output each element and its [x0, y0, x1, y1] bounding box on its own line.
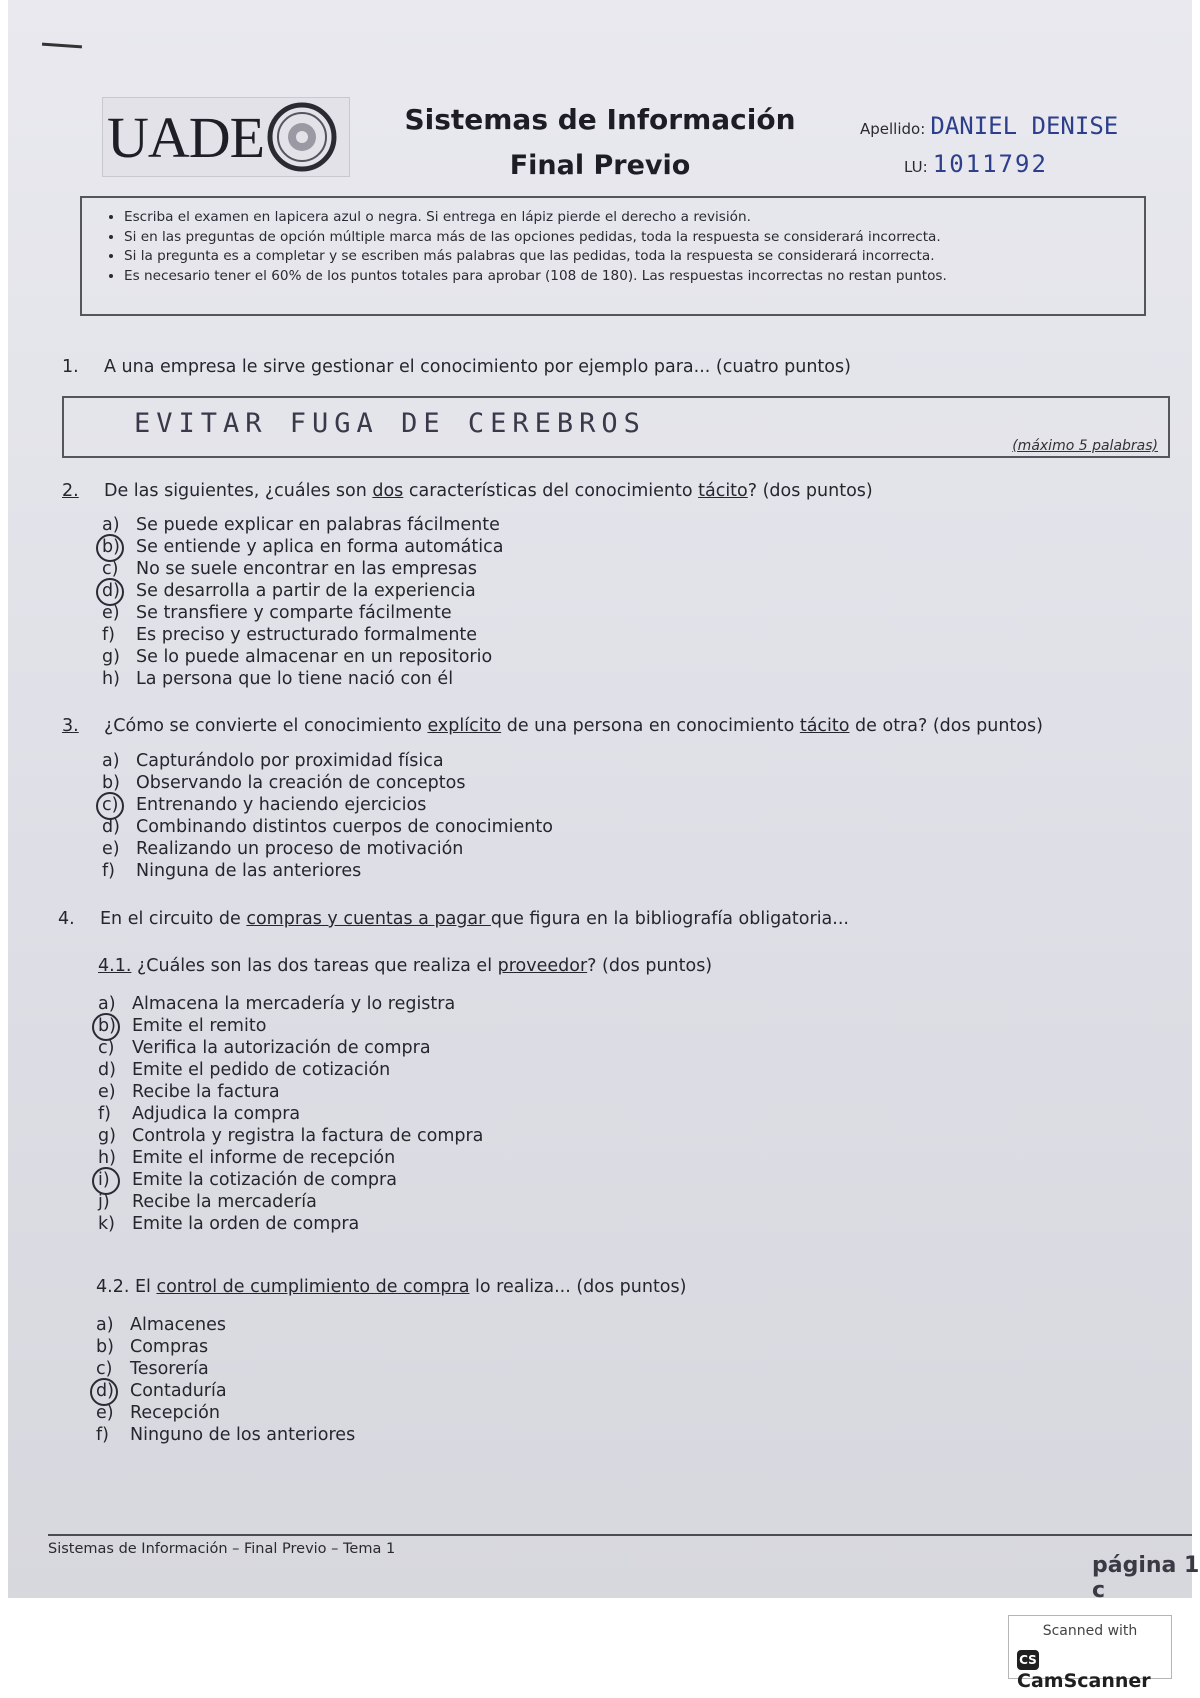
- option-text: Se entiende y aplica en forma automática: [136, 537, 504, 557]
- option-letter: f): [102, 625, 115, 645]
- instruction-item: • Si en las preguntas de opción múltiple marca más de las opciones pedidas, toda la respuesta se considerará incorrecta.: [124, 228, 1144, 248]
- lu-value: 1011792: [932, 150, 1048, 178]
- question-text: A una empresa le sirve gestionar el conocimiento por ejemplo para... (cuatro puntos): [104, 357, 851, 377]
- option-f: [102, 860, 553, 882]
- option-letter: b): [102, 773, 120, 793]
- question-4-2: [96, 1277, 686, 1297]
- question-text: De las siguientes, ¿cuáles son: [104, 481, 373, 501]
- option-c: [98, 1037, 483, 1059]
- option-letter: b): [96, 1337, 114, 1357]
- question-text: lo realiza... (dos puntos): [469, 1277, 687, 1297]
- option-text: Capturándolo por proximidad física: [136, 751, 444, 771]
- question-text-underlined: tácito: [799, 716, 850, 736]
- apellido-label: Apellido:: [860, 120, 926, 138]
- option-letter: a): [96, 1315, 114, 1335]
- footer-text: Sistemas de Información – Final Previo – Tema 1: [48, 1541, 396, 1557]
- university-seal-icon: [267, 102, 337, 172]
- option-text: Verifica la autorización de compra: [132, 1038, 431, 1058]
- option-d-selected: [96, 1380, 355, 1402]
- option-letter: f): [98, 1104, 111, 1124]
- option-text: Entrenando y haciendo ejercicios: [136, 795, 427, 815]
- camscanner-brand: [1017, 1648, 1171, 1692]
- option-letter: h): [102, 669, 120, 689]
- option-letter: g): [102, 647, 120, 667]
- option-letter: d): [98, 1060, 116, 1080]
- apellido-field: [860, 112, 1118, 140]
- option-f: [98, 1103, 483, 1125]
- answer-box: [62, 396, 1170, 458]
- option-b: [102, 772, 553, 794]
- option-letter: c): [98, 1038, 115, 1058]
- option-text: Recibe la mercadería: [132, 1192, 317, 1212]
- option-a: [102, 514, 503, 536]
- option-text: Almacenes: [130, 1315, 226, 1335]
- question-number: 4.1.: [98, 956, 132, 976]
- page-title: Sistemas de Información: [404, 103, 796, 136]
- option-text: Emite la cotización de compra: [132, 1170, 397, 1190]
- camscanner-icon: CS: [1017, 1650, 1039, 1670]
- question-number: 1.: [62, 357, 79, 377]
- question-text: ¿Cómo se convierte el conocimiento: [104, 716, 428, 736]
- option-c: [96, 1358, 355, 1380]
- option-text: Tesorería: [130, 1359, 209, 1379]
- option-text: Recibe la factura: [132, 1082, 280, 1102]
- option-text: Emite la orden de compra: [132, 1214, 360, 1234]
- question-2: [62, 481, 873, 501]
- instruction-item: • Si la pregunta es a completar y se escriben más palabras que las pedidas, toda la respuesta se considerará incorrecta.: [124, 247, 1144, 267]
- option-letter: k): [98, 1214, 115, 1234]
- option-k: [98, 1213, 483, 1235]
- option-letter: a): [102, 751, 120, 771]
- question-3: [62, 716, 1043, 736]
- question-text-underlined: dos: [372, 481, 404, 501]
- question-4-1: [98, 956, 712, 976]
- option-f: [102, 624, 503, 646]
- option-letter: e): [102, 839, 120, 859]
- option-g: [98, 1125, 483, 1147]
- option-text: Emite el remito: [132, 1016, 267, 1036]
- option-text: Ninguno de los anteriores: [130, 1425, 356, 1445]
- question-text: que figura en la bibliografía obligatoria...: [490, 909, 849, 929]
- option-h: [102, 668, 503, 690]
- question-text: El: [129, 1277, 157, 1297]
- lu-label: LU:: [904, 158, 928, 176]
- option-letter: h): [98, 1148, 116, 1168]
- option-j: [98, 1191, 483, 1213]
- footer-divider: [48, 1534, 1192, 1536]
- question-text-underlined: explícito: [427, 716, 502, 736]
- option-letter: e): [96, 1403, 114, 1423]
- option-text: Emite el informe de recepción: [132, 1148, 396, 1168]
- instructions-box: [80, 196, 1146, 316]
- option-text: Recepción: [130, 1403, 220, 1423]
- max-words-note: (máximo 5 palabras): [1012, 438, 1158, 454]
- option-letter: j): [98, 1192, 110, 1212]
- option-text: Adjudica la compra: [132, 1104, 301, 1124]
- option-letter: c): [102, 559, 119, 579]
- option-text: No se suele encontrar en las empresas: [136, 559, 477, 579]
- option-text: Se transfiere y comparte fácilmente: [136, 603, 452, 623]
- q2-options: [102, 514, 503, 690]
- camscanner-name: CamScanner: [1017, 1670, 1151, 1692]
- option-c-selected: [102, 794, 553, 816]
- question-text: características del conocimiento: [403, 481, 699, 501]
- page-number: página 1 c: [1092, 1553, 1200, 1603]
- question-text-underlined: proveedor: [497, 956, 588, 976]
- q3-options: [102, 750, 553, 882]
- question-4: [58, 909, 849, 929]
- uade-logo: [102, 97, 350, 177]
- option-letter-circled: d): [96, 1380, 130, 1402]
- question-number: 3.: [62, 716, 79, 736]
- question-number: 2.: [62, 481, 79, 501]
- question-text: de una persona en conocimiento: [501, 716, 800, 736]
- option-c: [102, 558, 503, 580]
- option-text: Almacena la mercadería y lo registra: [132, 994, 456, 1014]
- question-1: [62, 357, 851, 377]
- option-letter: f): [96, 1425, 109, 1445]
- option-a: [96, 1314, 355, 1336]
- question-text-underlined: compras y cuentas a pagar: [246, 909, 491, 929]
- option-d-selected: [102, 580, 503, 602]
- question-text-underlined: control de cumplimiento de compra: [156, 1277, 470, 1297]
- option-letter: a): [102, 515, 120, 535]
- question-text: ? (dos puntos): [587, 956, 713, 976]
- option-text: Es preciso y estructurado formalmente: [136, 625, 478, 645]
- instruction-item: • Escriba el examen en lapicera azul o negra. Si entrega en lápiz pierde el derecho a revisión.: [124, 208, 1144, 228]
- option-i-selected: [98, 1169, 483, 1191]
- scanned-with-text: Scanned with: [1042, 1623, 1138, 1639]
- page-subtitle: Final Previo: [509, 150, 691, 181]
- option-e: [102, 838, 553, 860]
- q41-options: [98, 993, 483, 1235]
- option-text: Ninguna de las anteriores: [136, 861, 362, 881]
- option-h: [98, 1147, 483, 1169]
- option-text: Realizando un proceso de motivación: [136, 839, 464, 859]
- question-text-underlined: tácito: [698, 481, 748, 501]
- lu-field: [904, 150, 1048, 178]
- question-text: de otra? (dos puntos): [849, 716, 1043, 736]
- option-b-selected: [102, 536, 503, 558]
- option-text: Controla y registra la factura de compra: [132, 1126, 484, 1146]
- option-a: [102, 750, 553, 772]
- option-letter-circled: b): [98, 1015, 132, 1037]
- option-letter: e): [102, 603, 120, 623]
- option-text: Compras: [130, 1337, 209, 1357]
- q42-options: [96, 1314, 355, 1446]
- logo-text: UADE: [107, 105, 265, 170]
- option-b: [96, 1336, 355, 1358]
- option-letter: d): [102, 817, 120, 837]
- option-letter: e): [98, 1082, 116, 1102]
- option-letter: c): [96, 1359, 113, 1379]
- option-letter-circled: c): [102, 794, 136, 816]
- option-text: Observando la creación de conceptos: [136, 773, 466, 793]
- option-text: Se desarrolla a partir de la experiencia: [136, 581, 476, 601]
- option-letter: a): [98, 994, 116, 1014]
- question-number: 4.: [58, 909, 75, 929]
- option-letter-circled: d): [102, 580, 136, 602]
- option-a: [98, 993, 483, 1015]
- handwritten-answer: EVITAR FUGA DE CEREBROS: [134, 408, 646, 439]
- option-text: La persona que lo tiene nació con él: [136, 669, 454, 689]
- question-number: 4.2.: [96, 1277, 130, 1297]
- option-text: Contaduría: [130, 1381, 227, 1401]
- option-d: [102, 816, 553, 838]
- apellido-value: DANIEL DENISE: [930, 112, 1119, 140]
- instruction-item: • Es necesario tener el 60% de los puntos totales para aprobar (108 de 180). Las respuestas incorrectas no restan puntos.: [124, 267, 1144, 287]
- option-b-selected: [98, 1015, 483, 1037]
- option-letter: f): [102, 861, 115, 881]
- option-letter-circled: i): [98, 1169, 132, 1191]
- option-letter: g): [98, 1126, 116, 1146]
- option-text: Emite el pedido de cotización: [132, 1060, 391, 1080]
- option-e: [102, 602, 503, 624]
- option-text: Se lo puede almacenar en un repositorio: [136, 647, 493, 667]
- option-text: Se puede explicar en palabras fácilmente: [136, 515, 500, 535]
- option-f: [96, 1424, 355, 1446]
- option-g: [102, 646, 503, 668]
- option-d: [98, 1059, 483, 1081]
- question-text: ? (dos puntos): [747, 481, 873, 501]
- question-text: ¿Cuáles son las dos tareas que realiza el: [131, 956, 498, 976]
- question-text: En el circuito de: [100, 909, 247, 929]
- option-letter-circled: b): [102, 536, 136, 558]
- camscanner-badge: [1008, 1615, 1172, 1692]
- option-e: [96, 1402, 355, 1424]
- option-e: [98, 1081, 483, 1103]
- option-text: Combinando distintos cuerpos de conocimiento: [136, 817, 553, 837]
